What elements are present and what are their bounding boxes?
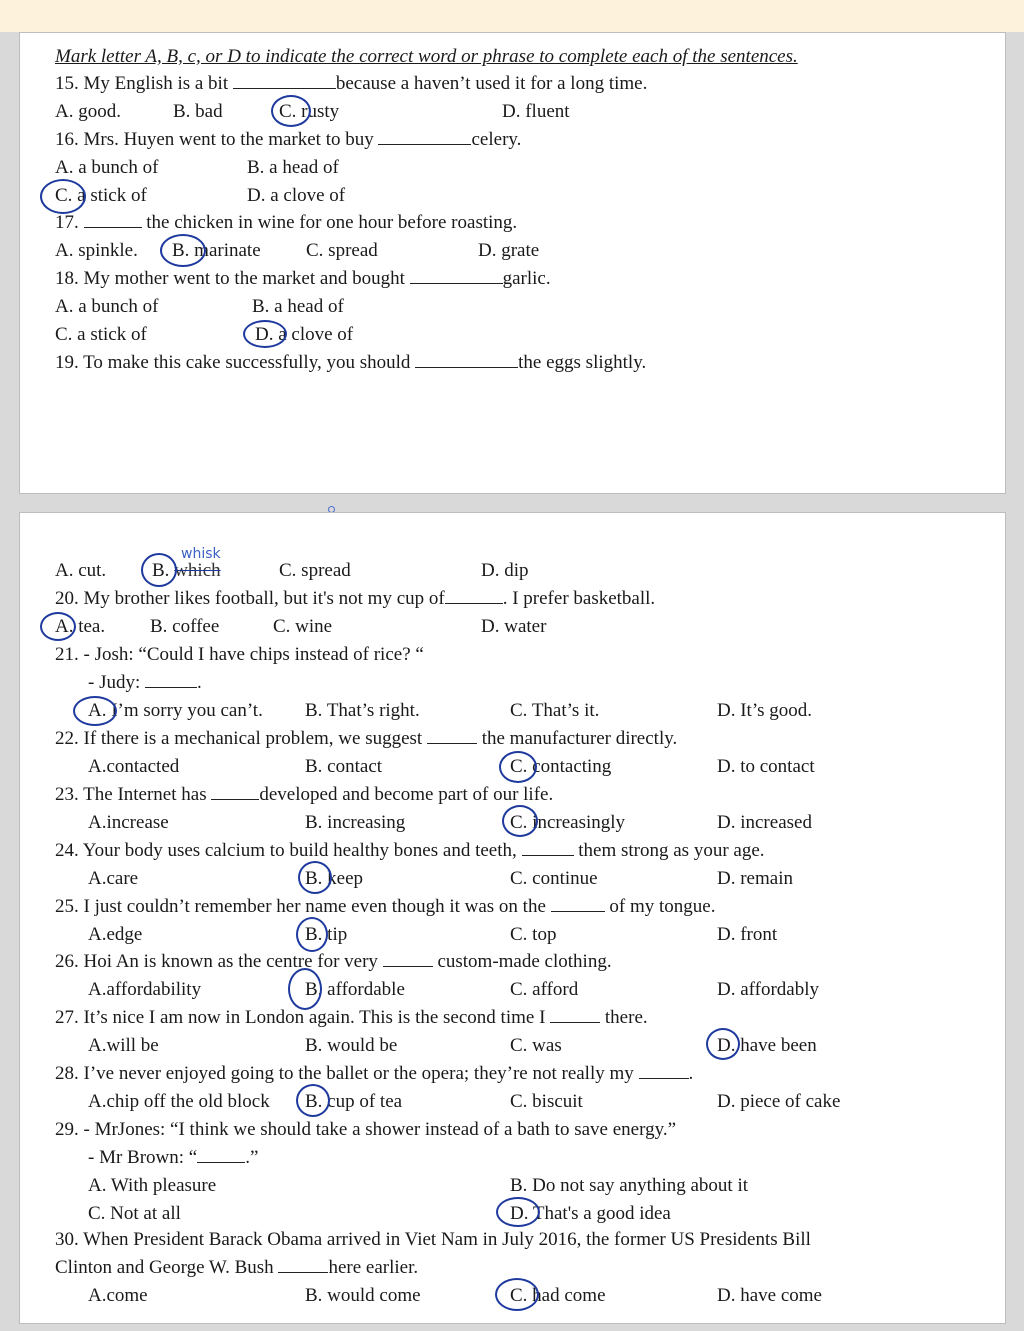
question-23: 23. The Internet has developed and become part of our life. (55, 784, 554, 805)
option-b[interactable]: B. Do not say anything about it (510, 1175, 749, 1196)
option-b[interactable]: B. keep (305, 868, 364, 889)
question-29: 29. - MrJones: “I think we should take a shower instead of a bath to save energy.” (55, 1119, 677, 1140)
question-18: 18. My mother went to the market and bought garlic. (55, 268, 551, 289)
option-b[interactable]: B. contact (305, 756, 383, 777)
option-b[interactable]: B. bad (173, 101, 223, 122)
option-c[interactable]: C. rusty (279, 101, 340, 122)
option-d[interactable]: D. fluent (502, 101, 570, 122)
question-29-reply: - Mr Brown: “ .” (88, 1147, 259, 1168)
option-d[interactable]: D. piece of cake (717, 1091, 841, 1112)
question-22: 22. If there is a mechanical problem, we suggest the manufacturer directly. (55, 728, 678, 749)
option-c[interactable]: C. a stick of (55, 324, 147, 345)
question-28: 28. I’ve never enjoyed going to the ballet or the opera; they’re not really my . (55, 1063, 694, 1084)
option-d[interactable]: D. It’s good. (717, 700, 812, 721)
option-d[interactable]: D. water (481, 616, 547, 637)
option-c[interactable]: C. biscuit (510, 1091, 583, 1112)
option-a[interactable]: A. a bunch of (55, 157, 159, 178)
option-c[interactable]: C. That’s it. (510, 700, 600, 721)
option-a[interactable]: A. tea. (55, 616, 106, 637)
option-d[interactable]: D. remain (717, 868, 793, 889)
question-26: 26. Hoi An is known as the centre for very custom-made clothing. (55, 951, 612, 972)
option-c[interactable]: C. had come (510, 1285, 606, 1306)
question-20: 20. My brother likes football, but it's not my cup of . I prefer basketball. (55, 588, 656, 609)
question-15: 15. My English is a bit because a haven’t used it for a long time. (55, 73, 648, 94)
option-d[interactable]: D. to contact (717, 756, 815, 777)
option-c[interactable]: C. a stick of (55, 185, 147, 206)
option-b[interactable]: B. would be (305, 1035, 398, 1056)
option-d[interactable]: D. have been (717, 1035, 817, 1056)
question-19: 19. To make this cake successfully, you should the eggs slightly. (55, 352, 647, 373)
option-c[interactable]: C. spread (279, 560, 351, 581)
option-b[interactable]: B. which (152, 560, 221, 581)
option-c[interactable]: C. increasingly (510, 812, 626, 833)
question-24: 24. Your body uses calcium to build healthy bones and teeth, them strong as your age. (55, 840, 765, 861)
option-a[interactable]: A. a bunch of (55, 296, 159, 317)
question-30: 30. When President Barack Obama arrived in Viet Nam in July 2016, the former US Presidents Bill (55, 1229, 811, 1250)
question-16: 16. Mrs. Huyen went to the market to buy celery. (55, 129, 522, 150)
instruction: Mark letter A, B, c, or D to indicate the correct word or phrase to complete each of the sentences. (55, 46, 798, 67)
option-d[interactable]: D. That's a good idea (510, 1203, 671, 1224)
question-25: 25. I just couldn’t remember her name even though it was on the of my tongue. (55, 896, 716, 917)
option-a[interactable]: A.increase (88, 812, 169, 833)
option-c[interactable]: C. continue (510, 868, 598, 889)
option-a[interactable]: A. spinkle. (55, 240, 138, 261)
option-c[interactable]: C. contacting (510, 756, 612, 777)
option-c[interactable]: C. Not at all (88, 1203, 181, 1224)
option-a[interactable]: A.will be (88, 1035, 159, 1056)
option-c[interactable]: C. was (510, 1035, 562, 1056)
option-d[interactable]: D. grate (478, 240, 540, 261)
option-a[interactable]: A.affordability (88, 979, 202, 1000)
handwritten-note: whisk (181, 546, 221, 562)
option-d[interactable]: D. have come (717, 1285, 822, 1306)
option-b[interactable]: B. tip (305, 924, 348, 945)
option-a[interactable]: A. good. (55, 101, 121, 122)
option-b[interactable]: B. marinate (172, 240, 261, 261)
option-d[interactable]: D. affordably (717, 979, 820, 1000)
question-17: 17. the chicken in wine for one hour before roasting. (55, 212, 518, 233)
option-b[interactable]: B. a head of (247, 157, 339, 178)
option-d[interactable]: D. a clove of (255, 324, 354, 345)
option-b[interactable]: B. affordable (305, 979, 405, 1000)
option-c[interactable]: C. wine (273, 616, 333, 637)
option-b[interactable]: B. cup of tea (305, 1091, 403, 1112)
option-b[interactable]: B. increasing (305, 812, 406, 833)
option-c[interactable]: C. top (510, 924, 557, 945)
option-d[interactable]: D. a clove of (247, 185, 346, 206)
option-a[interactable]: A.edge (88, 924, 143, 945)
option-a[interactable]: A.care (88, 868, 139, 889)
question-27: 27. It’s nice I am now in London again. This is the second time I there. (55, 1007, 648, 1028)
question-30-line2: Clinton and George W. Bush here earlier. (55, 1257, 419, 1278)
option-d[interactable]: D. dip (481, 560, 529, 581)
question-21: 21. - Josh: “Could I have chips instead of rice? “ (55, 644, 424, 665)
option-a[interactable]: A.chip off the old block (88, 1091, 270, 1112)
option-b[interactable]: B. would come (305, 1285, 421, 1306)
option-a[interactable]: A.come (88, 1285, 148, 1306)
question-21-reply: - Judy: . (88, 672, 202, 693)
option-a[interactable]: A.contacted (88, 756, 180, 777)
option-b[interactable]: B. a head of (252, 296, 344, 317)
option-a[interactable]: A. With pleasure (88, 1175, 217, 1196)
option-b[interactable]: B. coffee (150, 616, 220, 637)
option-d[interactable]: D. front (717, 924, 778, 945)
option-a[interactable]: A. I’m sorry you can’t. (88, 700, 263, 721)
option-c[interactable]: C. spread (306, 240, 378, 261)
option-d[interactable]: D. increased (717, 812, 812, 833)
option-c[interactable]: C. afford (510, 979, 579, 1000)
top-bar (0, 0, 1024, 32)
option-a[interactable]: A. cut. (55, 560, 107, 581)
option-b[interactable]: B. That’s right. (305, 700, 420, 721)
